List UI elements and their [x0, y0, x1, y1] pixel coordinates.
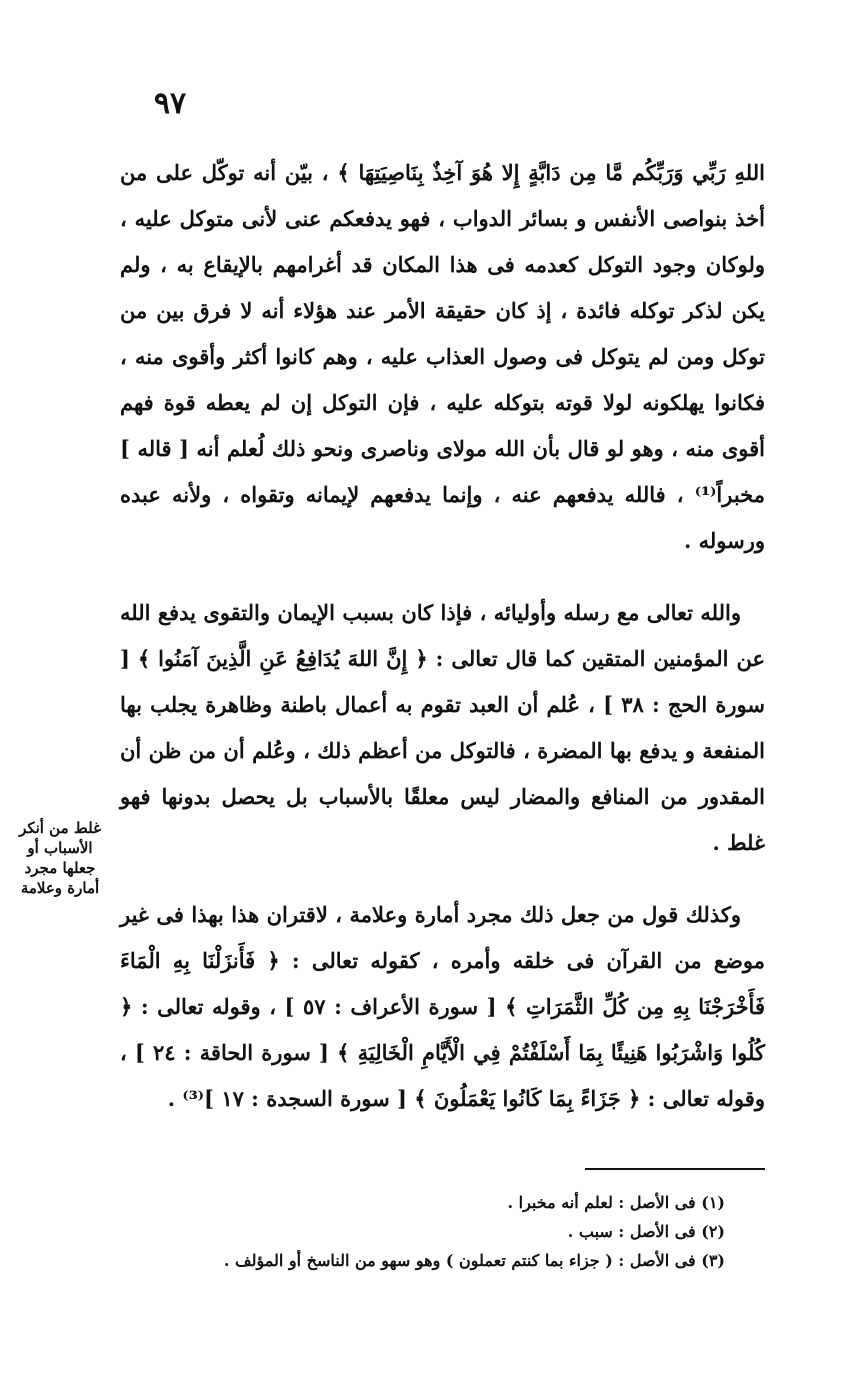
main-text: [120, 150, 765, 1122]
footnote-3: (٣) فى الأصل : ( جزاء بما كنتم تعملون ) وهو سهو من الناسخ أو المؤلف .: [223, 1251, 725, 1270]
margin-note-line: الأسباب أو: [27, 839, 93, 857]
footnote-2: (٢) فى الأصل : سبب .: [567, 1222, 725, 1241]
margin-note-line: جعلها مجرد: [24, 859, 96, 877]
footnotes: [120, 1188, 725, 1275]
footnote-divider: [585, 1168, 765, 1170]
paragraph-2: والله تعالى مع رسله وأوليائه ، فإذا كان بسبب الإيمان والتقوى يدفع الله عن المؤمنين المتقين كما قال تعالى : ﴿ إِنَّ اللهَ يُدَافِعُ عَنِ الَّذِينَ آمَنُوا ﴾ [ سورة الحج : ٣٨ ] ، عُلم أن العبد تقوم به أعمال باطنة وظاهرة يجلب بها المنفعة و يدفع بها المضرة ، فالتوكل من أعظم ذلك ، وعُلم أن من ظن أن المقدور من المنافع والمضار ليس معلقًا بالأسباب بل يحصل بدونها فهو غلط .: [120, 600, 765, 855]
margin-note-line: أمارة وعلامة: [20, 879, 100, 897]
margin-note: [2, 818, 118, 898]
footnote-1: (١) فى الأصل : لعلم أنه مخبرا .: [507, 1193, 725, 1212]
page-number: ٩٧: [153, 86, 187, 121]
paragraph-1: اللهِ رَبِّي وَرَبِّكُم مَّا مِن دَابَّةٍ إِلا هُوَ آخِذٌ بِنَاصِيَتِهَا ﴾ ، بيّن أنه توكّل على من أخذ بنواصى الأنفس و بسائر الدواب ، فهو يدفعكم عنى لأنى متوكل عليه ، ولوكان وجود التوكل كعدمه فى هذا المكان قد أغرامهم بالإيقاع به ، ولم يكن لذكر توكله فائدة ، إذ كان حقيقة الأمر عند هؤلاء أنه لا فرق بين من توكل ومن لم يتوكل فى وصول العذاب عليه ، وهم كانوا أكثر وأقوى منه ، فكانوا يهلكونه لولا قوته بتوكله عليه ، فإن التوكل إن لم يعطه قوة فهم أقوى منه ، وهو لو قال بأن الله مولاى وناصرى ونحو ذلك لُعلم أنه [ قاله ] مخبراً⁽¹⁾ ، فالله يدفعهم عنه ، وإنما يدفعهم لإيمانه وتقواه ، ولأنه عبده ورسوله .: [120, 160, 765, 553]
paragraph-3: وكذلك قول من جعل ذلك مجرد أمارة وعلامة ، لاقتران هذا بهذا فى غير موضع من القرآن فى خلقه وأمره ، كقوله تعالى : ﴿ فَأَنزَلْنَا بِهِ الْمَاءَ فَأَخْرَجْنَا بِهِ مِن كُلِّ الثَّمَرَاتِ ﴾ [ سورة الأعراف : ٥٧ ] ، وقوله تعالى : ﴿ كُلُوا وَاشْرَبُوا هَنِيئًا بِمَا أَسْلَفْتُمْ فِي الْأَيَّامِ الْخَالِيَةِ ﴾ [ سورة الحاقة : ٢٤ ] ، وقوله تعالى : ﴿ جَزَاءً بِمَا كَانُوا يَعْمَلُونَ ﴾ [ سورة السجدة : ١٧ ]⁽³⁾ .: [120, 902, 765, 1111]
margin-note-line: غلط من أنكر: [19, 819, 101, 837]
